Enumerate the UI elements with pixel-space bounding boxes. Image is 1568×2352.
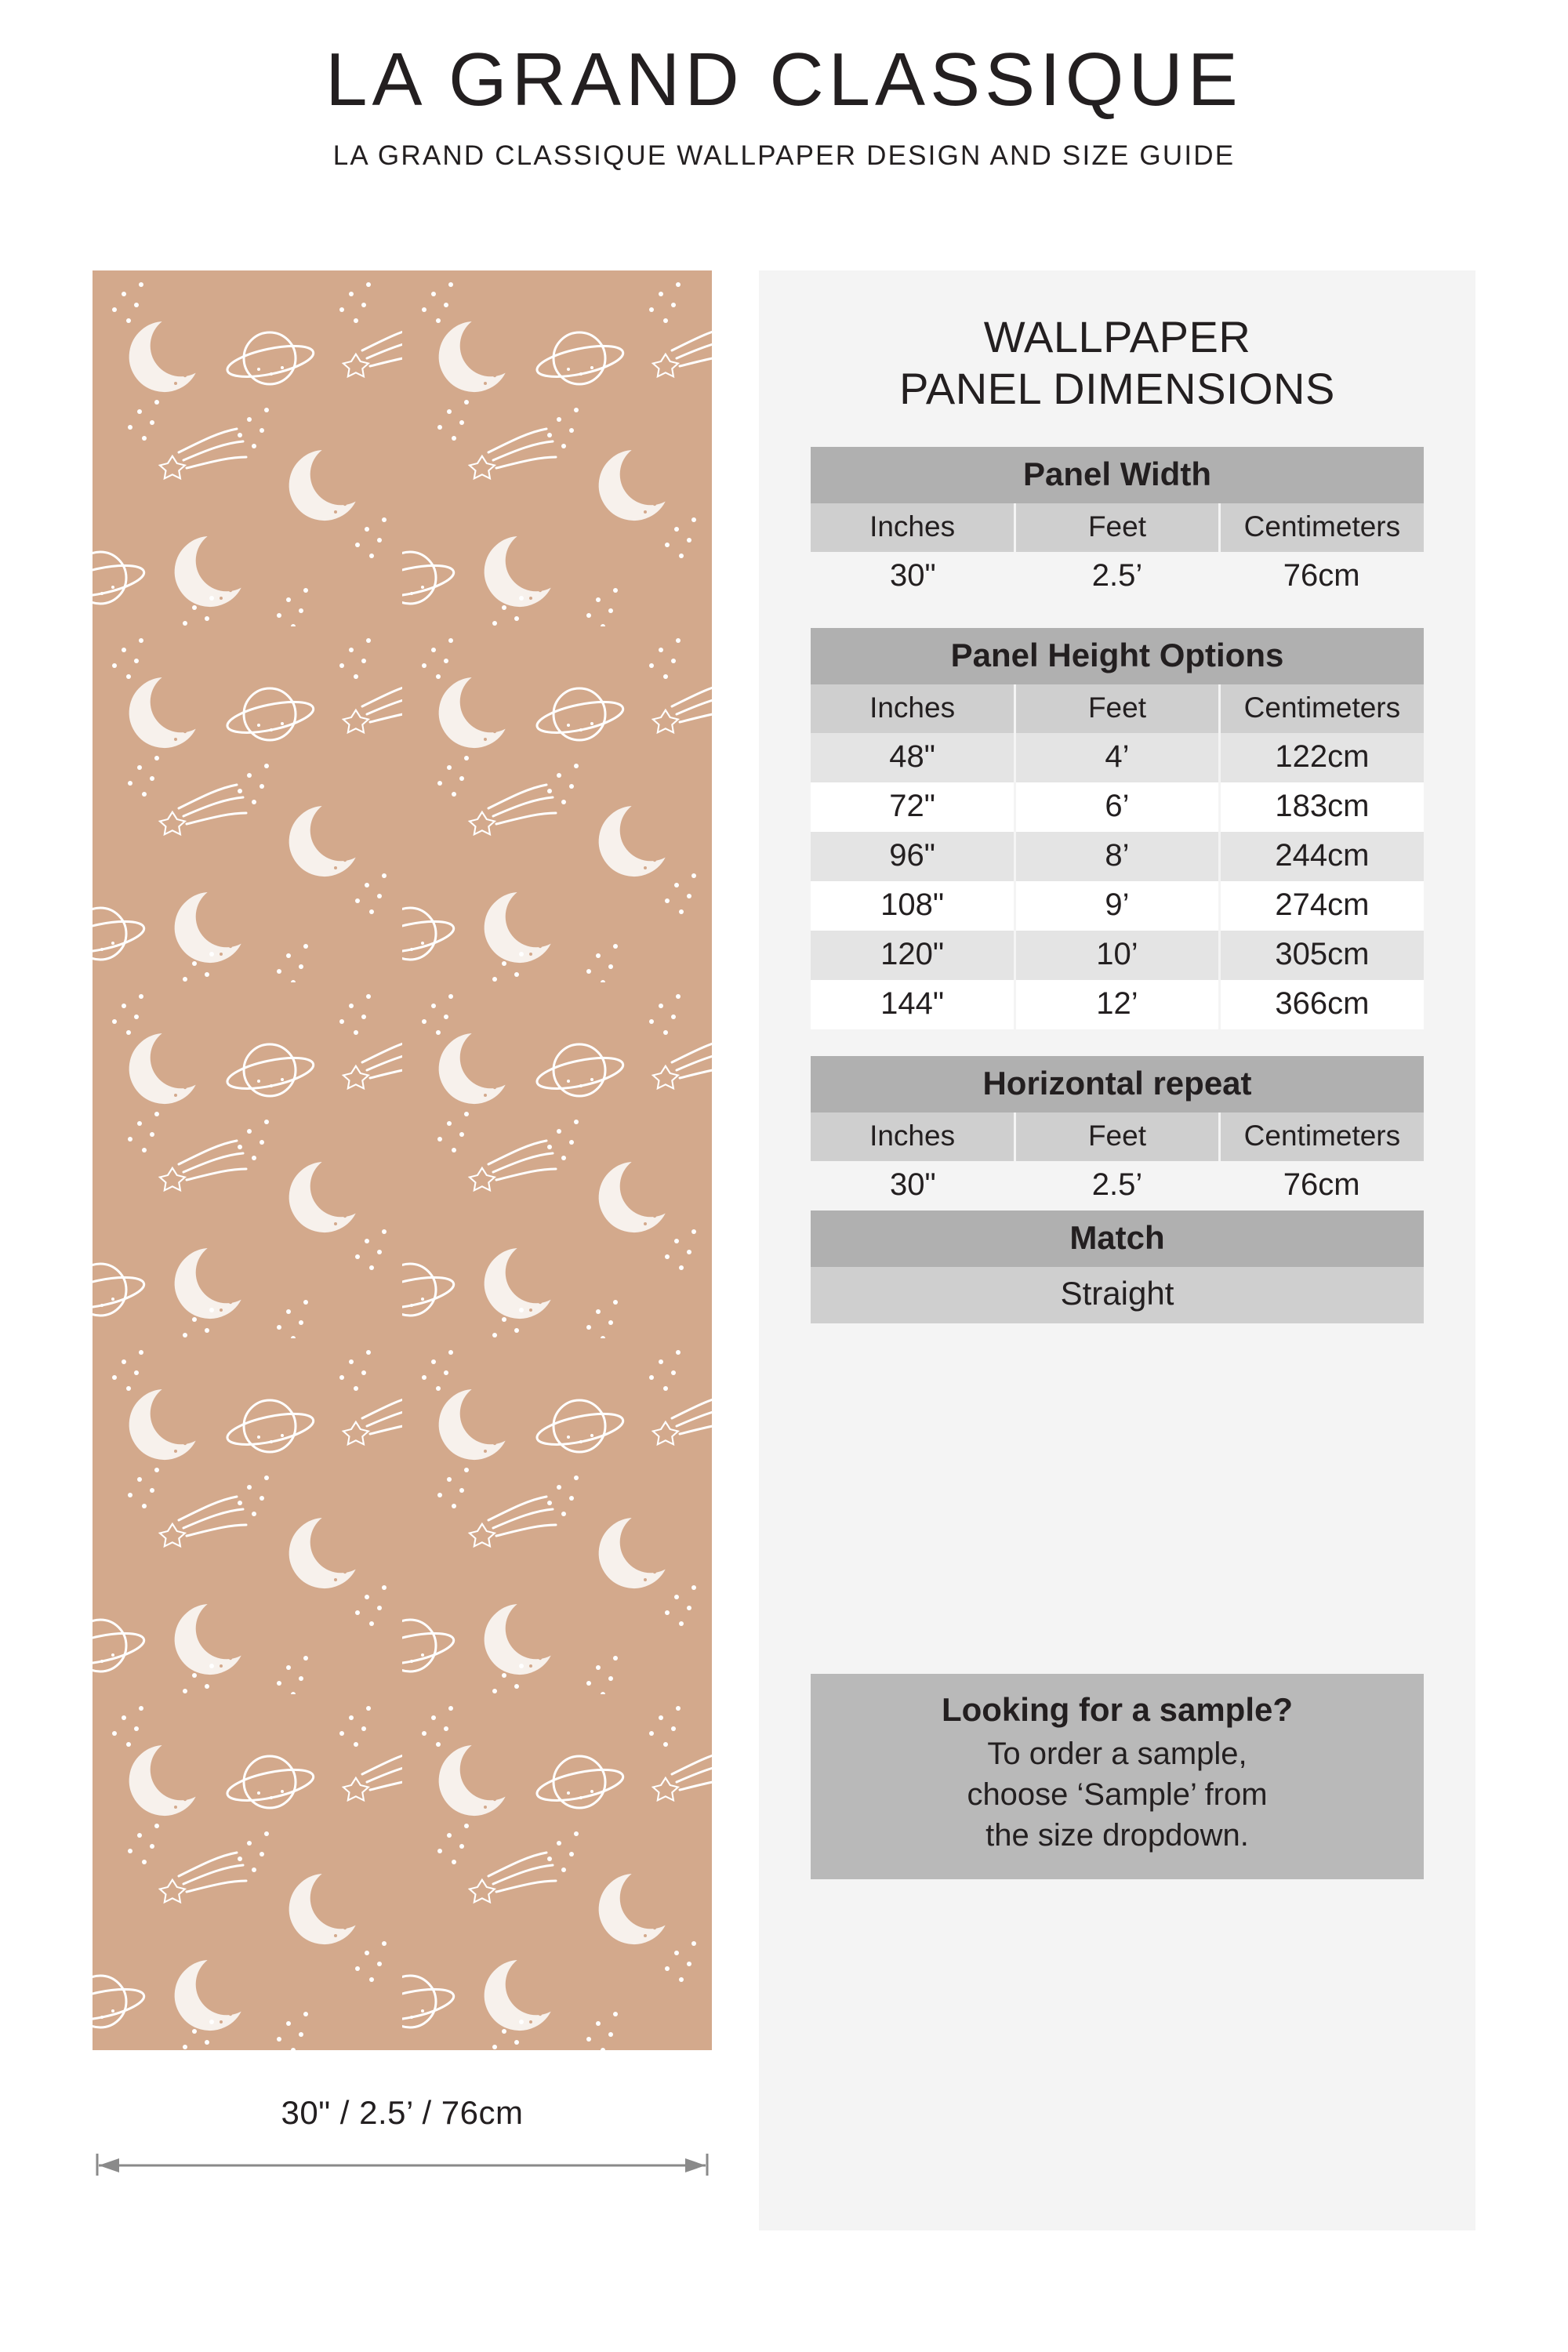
table-row [811,980,1424,1029]
column-header-centimeters: Centimeters [1219,503,1424,552]
table-row [811,1161,1424,1210]
cell-feet: 10’ [1015,931,1220,980]
cell-inches: 108" [811,881,1015,931]
column-header-inches: Inches [811,684,1015,733]
table-section-header [811,1056,1424,1112]
table-section-header [811,628,1424,684]
cell-inches: 30" [889,1167,936,1203]
cell-inches: 144" [811,980,1015,1029]
cell-centimeters: 76cm [1283,558,1360,593]
page-subtitle: LA GRAND CLASSIQUE WALLPAPER DESIGN AND SIZE GUIDE [332,140,1236,171]
horizontal-repeat-table [811,1056,1424,1210]
table-section-header [811,447,1424,503]
spacer [811,601,1424,628]
table-column-headers [811,1112,1424,1161]
cell-centimeters: 122cm [1219,733,1424,782]
column-header-feet: Feet [1015,503,1220,552]
cell-centimeters: 183cm [1219,782,1424,832]
sample-callout-title: Looking for a sample? [941,1691,1294,1728]
column-header-feet: Feet [1015,684,1220,733]
column-header-centimeters: Centimeters [1219,684,1424,733]
cell-inches: 72" [811,782,1015,832]
cell-feet: 2.5’ [1091,1167,1143,1203]
column-header-inches: Inches [811,503,1015,552]
cell-inches: 30" [889,558,936,593]
column-header-feet: Feet [1015,1112,1220,1161]
cell-feet: 8’ [1015,832,1220,881]
spacer [811,1029,1424,1056]
wallpaper-panel-swatch [93,270,712,2050]
panel-width-table [811,447,1424,601]
table-column-headers [811,684,1424,733]
match-value: Straight [811,1267,1424,1323]
table-row [811,733,1424,782]
horizontal-repeat-heading: Horizontal repeat [811,1056,1424,1112]
wallpaper-preview [93,270,712,2180]
cell-inches: 96" [811,832,1015,881]
cell-centimeters: 305cm [1219,931,1424,980]
cell-centimeters: 366cm [1219,980,1424,1029]
panel-height-table [811,628,1424,1029]
spec-tables [759,447,1475,1323]
panel-width-arrow [93,2149,712,2180]
column-header-inches: Inches [811,1112,1015,1161]
sample-callout-line-2: choose ‘Sample’ from [967,1777,1268,1812]
panel-width-heading: Panel Width [811,447,1424,503]
cell-feet: 6’ [1015,782,1220,832]
table-row [811,832,1424,881]
content-area [0,270,1568,2230]
sample-callout-line-3: the size dropdown. [985,1818,1249,1853]
panel-width-caption: 30" / 2.5’ / 76cm [281,2094,524,2131]
spec-card-title [759,270,1475,414]
spec-title-line-2: PANEL DIMENSIONS [899,363,1335,413]
cell-feet: 4’ [1015,733,1220,782]
cell-inches: 48" [811,733,1015,782]
cell-centimeters: 76cm [1283,1167,1360,1203]
column-header-centimeters: Centimeters [1219,1112,1424,1161]
cell-centimeters: 274cm [1219,881,1424,931]
table-section-header [811,1210,1424,1267]
panel-height-heading: Panel Height Options [811,628,1424,684]
table-row [811,931,1424,980]
sample-callout [811,1674,1424,1879]
table-row [811,881,1424,931]
table-row [811,782,1424,832]
table-row [811,1267,1424,1323]
sample-callout-line-1: To order a sample, [987,1737,1247,1771]
cell-feet: 12’ [1015,980,1220,1029]
cell-feet: 2.5’ [1091,558,1143,593]
table-column-headers [811,503,1424,552]
cell-centimeters: 244cm [1219,832,1424,881]
specifications-card [759,270,1475,2230]
match-table [811,1210,1424,1323]
spec-title-line-1: WALLPAPER [983,312,1251,361]
match-heading: Match [811,1210,1424,1267]
table-row [811,552,1424,601]
cell-inches: 120" [811,931,1015,980]
cell-feet: 9’ [1015,881,1220,931]
page-header [0,0,1568,172]
brand-title: LA GRAND CLASSIQUE [325,38,1243,122]
